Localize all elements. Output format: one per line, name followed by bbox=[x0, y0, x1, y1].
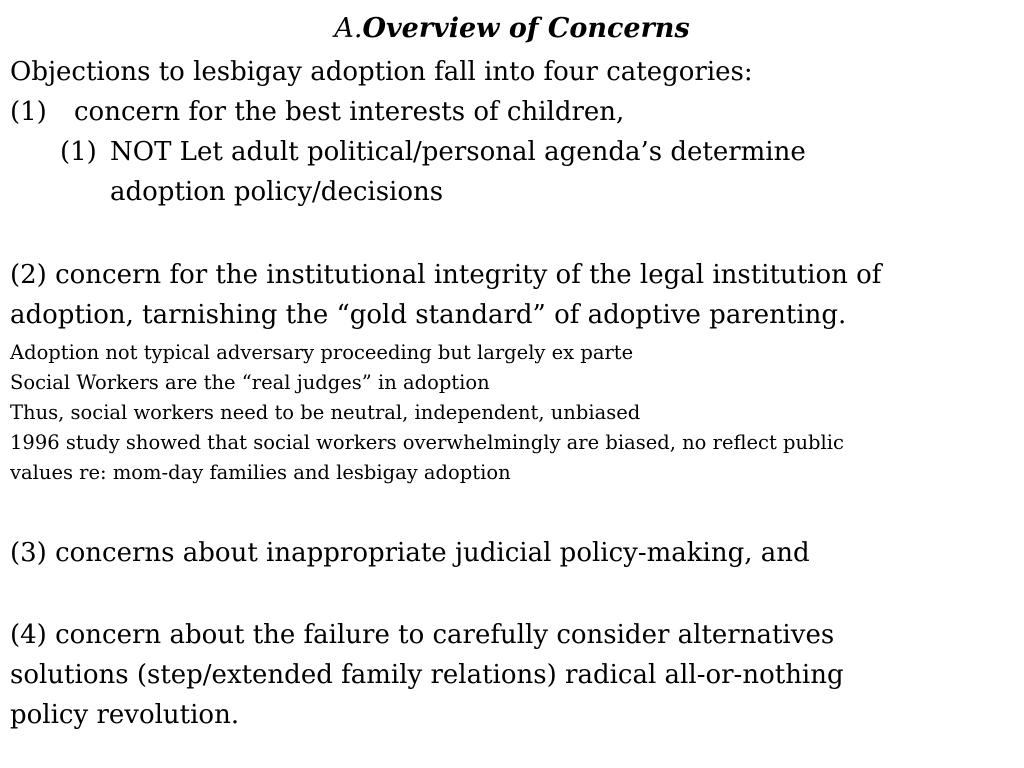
title-prefix: A. bbox=[334, 13, 363, 44]
item-4-line1: (4) concern about the failure to carefully consider alternatives bbox=[10, 620, 835, 650]
item-3-line1: (3) concerns about inappropriate judicial policy-making, and bbox=[10, 538, 810, 568]
item-1 bbox=[10, 92, 624, 132]
item-4-line2: solutions (step/extended family relations) radical all-or-nothing bbox=[10, 660, 844, 690]
item-1-sub-line2: adoption policy/decisions bbox=[110, 177, 444, 207]
item-2-detail-5: values re: mom-day families and lesbigay adoption bbox=[10, 461, 511, 484]
title-main: Overview of Concerns bbox=[362, 13, 690, 44]
item-2-detail-2: Social Workers are the “real judges” in adoption bbox=[10, 371, 490, 394]
item-1-number: (1) bbox=[10, 97, 47, 127]
item-2-detail-4: 1996 study showed that social workers overwhelmingly are biased, no reflect public bbox=[10, 431, 844, 454]
item-2-detail-3: Thus, social workers need to be neutral, independent, unbiased bbox=[10, 401, 641, 424]
slide-title bbox=[0, 12, 1024, 46]
item-1-sub bbox=[60, 132, 806, 172]
item-2-detail-1: Adoption not typical adversary proceeding but largely ex parte bbox=[10, 341, 634, 364]
item-1-sub-number: (1) bbox=[60, 137, 97, 167]
item-2-line2: adoption, tarnishing the “gold standard” of adoptive parenting. bbox=[10, 300, 847, 330]
intro-text: Objections to lesbigay adoption fall into four categories: bbox=[10, 57, 753, 87]
item-1-sub-line1: NOT Let adult political/personal agenda’s determine bbox=[110, 137, 806, 167]
item-2-line1: (2) concern for the institutional integrity of the legal institution of bbox=[10, 260, 882, 290]
item-4-line3: policy revolution. bbox=[10, 700, 240, 730]
item-1-text: concern for the best interests of children, bbox=[74, 97, 625, 127]
